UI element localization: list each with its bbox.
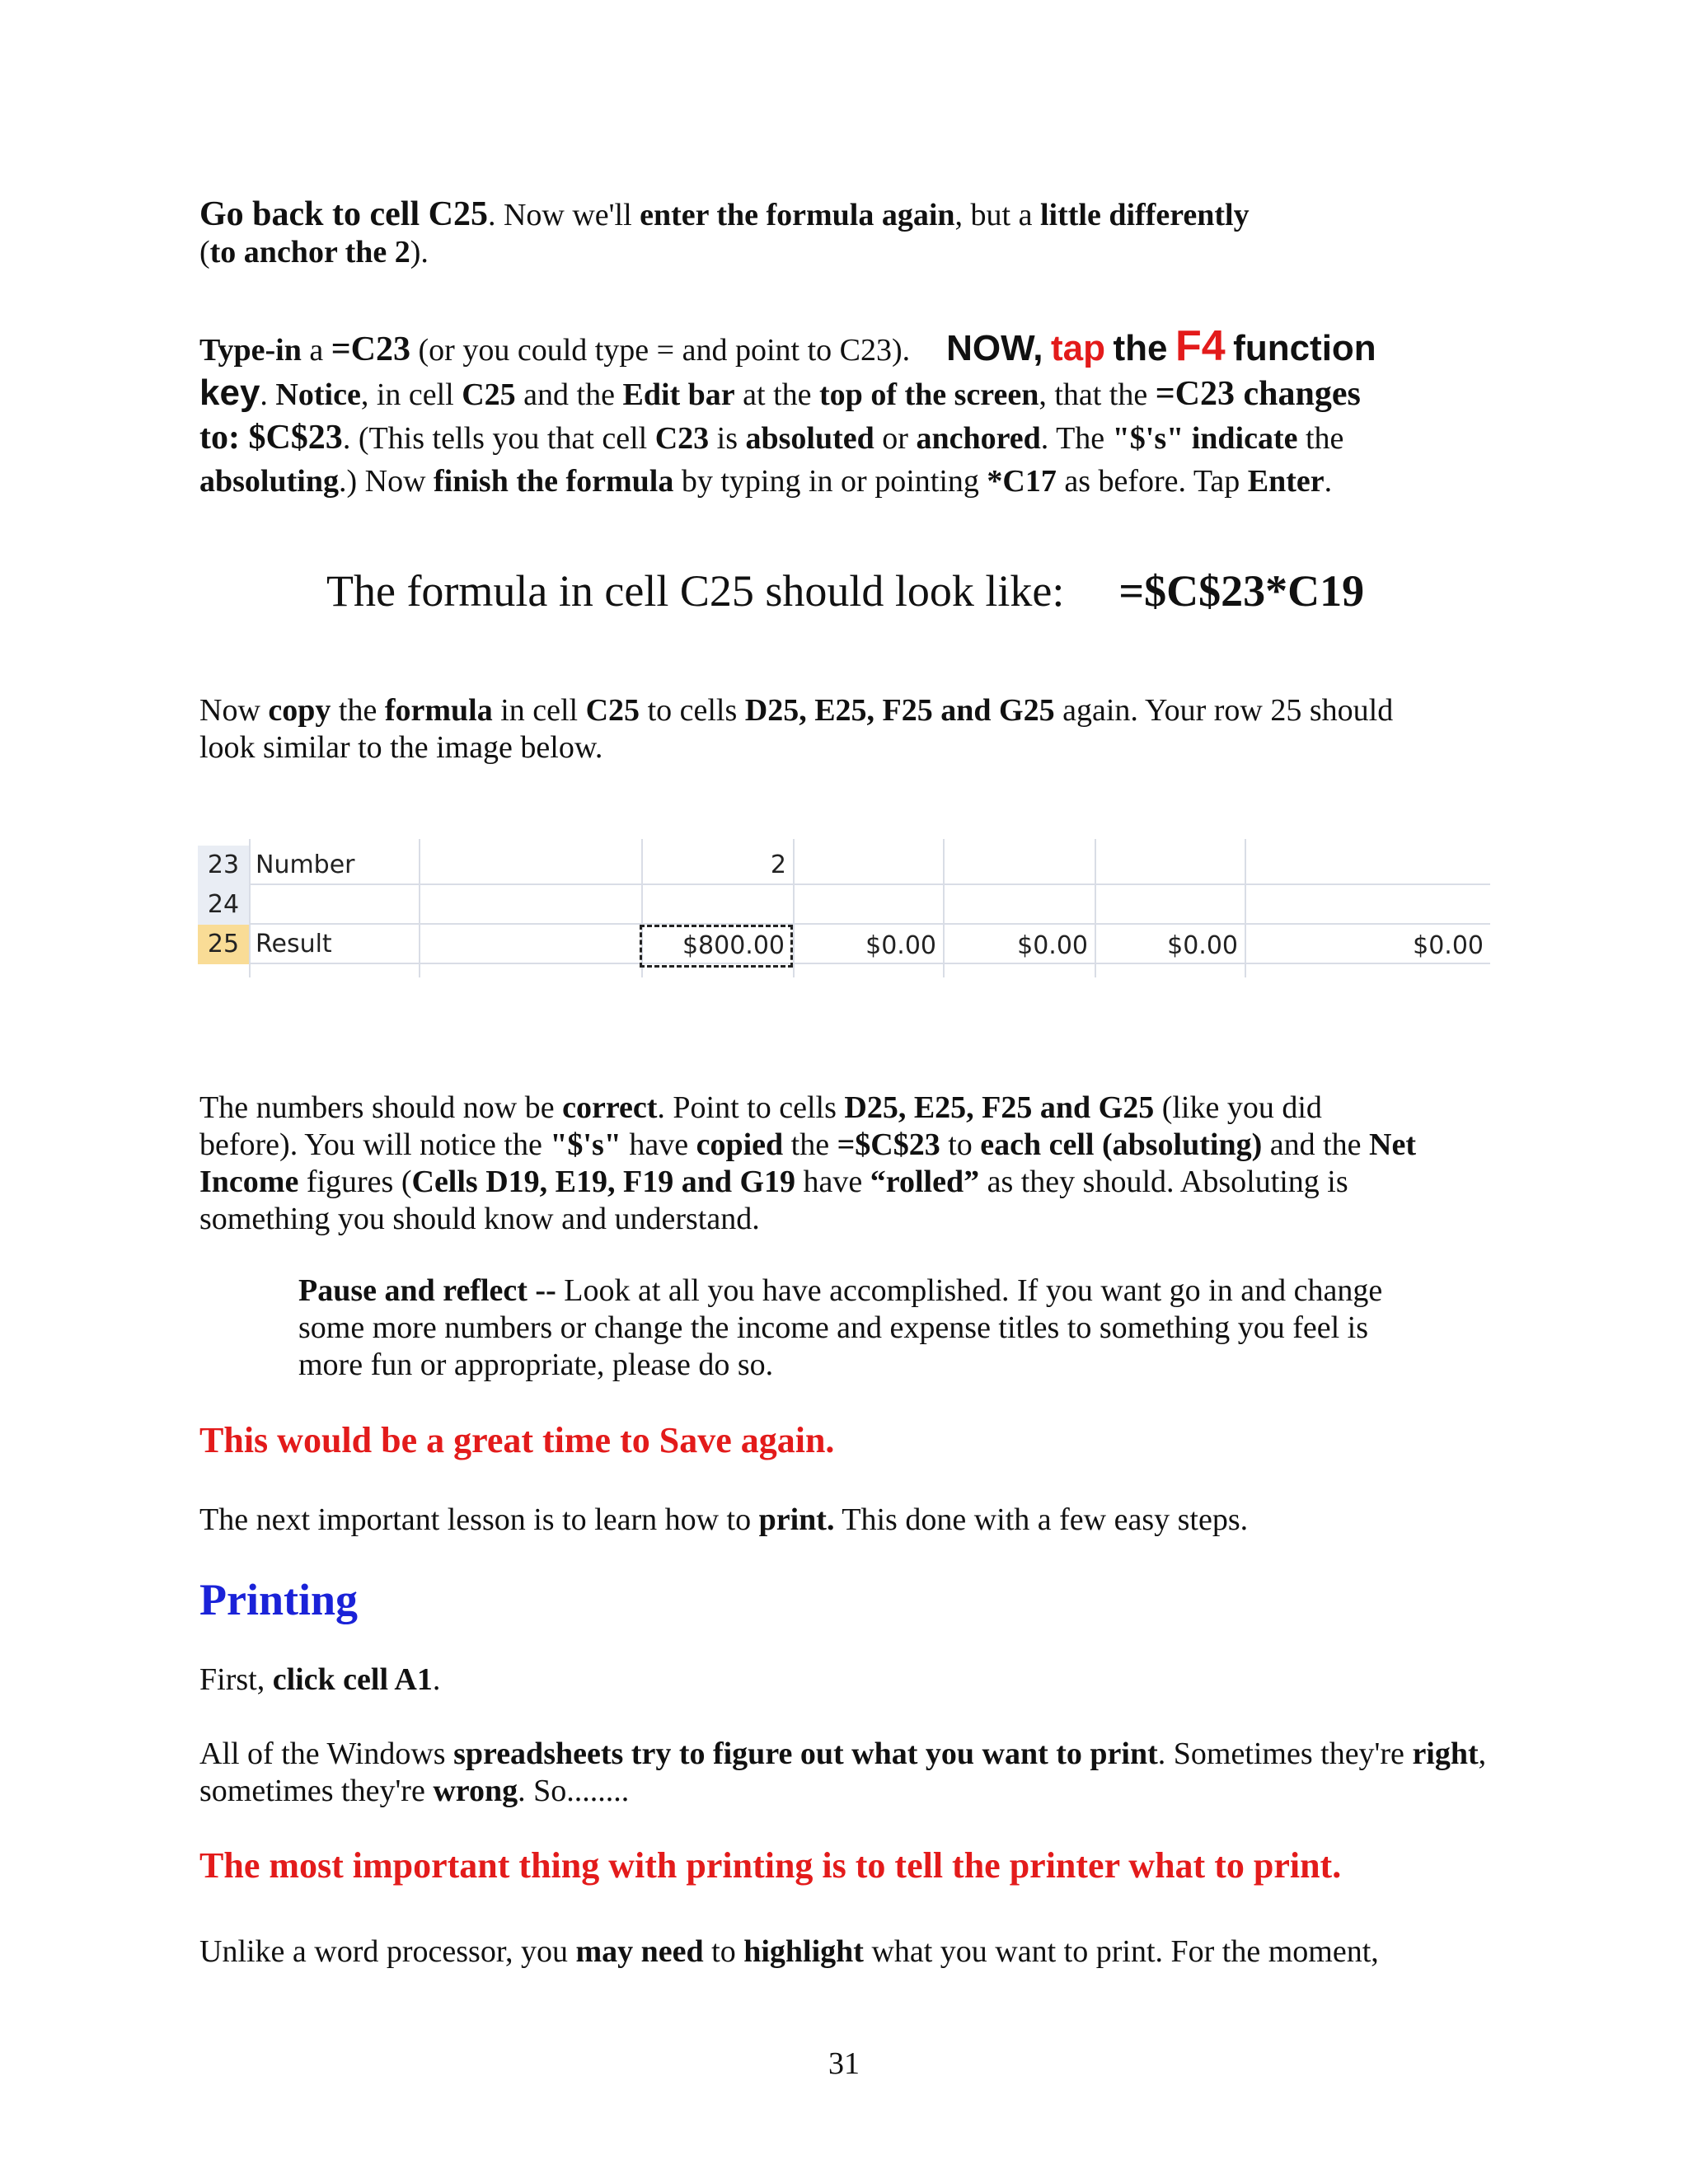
now-text: NOW,: [946, 328, 1043, 368]
text-span: figures (: [298, 1165, 412, 1199]
bold-span: "$'s" indicate: [1112, 421, 1298, 456]
text-span: the: [331, 693, 385, 728]
the-text: the: [1113, 328, 1168, 368]
text-span: is: [709, 421, 746, 456]
text-span: . Now we'll: [487, 198, 640, 232]
bold-span: right: [1412, 1736, 1479, 1771]
bold-span: may need: [575, 1934, 704, 1969]
text-span: . (This tells you that cell: [342, 421, 655, 456]
bold-span: little differently: [1039, 198, 1250, 232]
text-span: or: [874, 421, 917, 456]
text-span: All of the Windows: [199, 1736, 454, 1771]
bold-span: C23: [654, 421, 710, 456]
text-span: (or you could type = and point to C23).: [410, 333, 911, 368]
text-span: and the: [1262, 1127, 1370, 1162]
paragraph-numbers-correct: [199, 1090, 1568, 1238]
grid-line: [419, 839, 420, 977]
formula-value: =$C$23*C19: [1118, 566, 1365, 616]
pause-and-reflect: [298, 1272, 1502, 1384]
text-span: before). You will notice the: [199, 1127, 551, 1162]
text-span: Now: [199, 693, 269, 728]
key-text: key: [199, 373, 260, 413]
formula-label: The formula in cell C25 should look like:: [326, 566, 1065, 616]
row-header-24[interactable]: 24: [198, 885, 249, 925]
text-span: ,: [1478, 1736, 1487, 1771]
text-span: The numbers should now be: [199, 1090, 563, 1125]
text-span: a: [301, 333, 331, 368]
bold-span: copied: [696, 1127, 784, 1162]
cell-e25[interactable]: $0.00: [1017, 931, 1088, 960]
go-back-text: Go back to cell C25: [199, 195, 488, 233]
bold-span: highlight: [743, 1934, 864, 1969]
bold-span: wrong: [433, 1774, 518, 1808]
text-span: .: [1324, 464, 1333, 499]
text-line: look similar to the image below.: [199, 730, 603, 765]
bold-span: D25, E25, F25 and G25: [844, 1090, 1155, 1125]
text-line: some more numbers or change the income and expense titles to something you feel is: [298, 1310, 1368, 1345]
text-span: what you want to print. For the moment,: [863, 1934, 1379, 1969]
cell-f25[interactable]: $0.00: [1167, 931, 1238, 960]
bold-span: anchored: [916, 421, 1041, 456]
text-span: . Point to cells: [657, 1090, 845, 1125]
grid-line: [198, 883, 1490, 885]
text-span: ).: [410, 235, 429, 269]
paragraph-go-back: [199, 196, 1568, 271]
grid-line: [249, 839, 251, 977]
spreadsheet-snippet: [198, 839, 1490, 977]
text-span: as before. Tap: [1056, 464, 1248, 499]
text-span: to: [703, 1934, 744, 1969]
paragraph-unlike-word-processor: [199, 1933, 1568, 1971]
printing-heading: Printing: [199, 1575, 359, 1624]
cell-c25[interactable]: $800.00: [682, 931, 785, 960]
bold-span: print.: [758, 1502, 835, 1537]
text-span: in cell: [492, 693, 586, 728]
text-span: at the: [734, 377, 820, 412]
text-span: (: [199, 235, 210, 269]
text-span: .) Now: [338, 464, 434, 499]
text-span: . Sometimes they're: [1157, 1736, 1413, 1771]
bold-span: copy: [268, 693, 331, 728]
tap-text: tap: [1050, 328, 1105, 368]
formula-line: [326, 565, 1364, 616]
bold-span: Edit bar: [622, 377, 735, 412]
bold-span: top of the screen: [819, 377, 1039, 412]
page-number: 31: [828, 2046, 860, 2081]
bold-span: enter the formula again: [640, 198, 955, 232]
cell-c23[interactable]: 2: [770, 851, 786, 879]
bold-span: Enter: [1247, 464, 1325, 499]
text-span: , in cell: [360, 377, 462, 412]
text-span: and the: [515, 377, 623, 412]
bold-span: Pause and reflect --: [298, 1273, 556, 1308]
row-header-25[interactable]: 25: [198, 925, 249, 964]
text-span: .: [432, 1662, 441, 1697]
text-span: as they should. Absoluting is: [979, 1165, 1348, 1199]
text-span: sometimes they're: [199, 1774, 434, 1808]
text-span: by typing in or pointing: [673, 464, 987, 499]
text-span: The next important lesson is to learn how to: [199, 1502, 759, 1537]
bold-span: click cell A1: [272, 1662, 433, 1697]
text-span: have: [795, 1165, 870, 1199]
text-span: First,: [199, 1662, 273, 1697]
bold-span: =C23: [331, 330, 411, 368]
bold-span: =C23 changes: [1155, 375, 1361, 413]
cell-d25[interactable]: $0.00: [865, 931, 936, 960]
text-span: Look at all you have accomplished. If you want go in and change: [556, 1273, 1383, 1308]
bold-span: Type-in: [199, 333, 302, 368]
text-span: .: [260, 377, 276, 412]
bold-span: Notice: [275, 377, 361, 412]
f4-key-text: F4: [1175, 322, 1226, 370]
row-header-23[interactable]: 23: [198, 846, 249, 885]
bold-span: Net: [1369, 1127, 1417, 1162]
bold-span: Cells D19, E19, F19 and G19: [411, 1165, 796, 1199]
bold-span: Income: [199, 1165, 299, 1199]
important-note: The most important thing with printing is to tell the printer what to print.: [199, 1845, 1342, 1886]
text-span: , but a: [954, 198, 1040, 232]
bold-span: absoluting: [199, 464, 339, 499]
bold-span: to: $C$23: [199, 419, 343, 457]
text-line: more fun or appropriate, please do so.: [298, 1347, 774, 1382]
bold-span: “rolled”: [870, 1165, 980, 1199]
text-span: again. Your row 25 should: [1054, 693, 1394, 728]
function-text: function: [1233, 328, 1376, 368]
text-span: (like you did: [1154, 1090, 1322, 1125]
text-span: have: [621, 1127, 696, 1162]
text-span: to cells: [640, 693, 745, 728]
bold-span: *C17: [987, 464, 1057, 499]
bold-span: spreadsheets try to figure out what you want to print: [453, 1736, 1158, 1771]
text-span: the: [783, 1127, 837, 1162]
bold-span: finish the formula: [434, 464, 674, 499]
text-span: This done with a few easy steps.: [834, 1502, 1249, 1537]
text-line: something you should know and understand.: [199, 1202, 760, 1236]
text-span: to: [940, 1127, 981, 1162]
paragraph-copy: [199, 692, 1568, 766]
bold-span: formula: [384, 693, 493, 728]
paragraph-next-lesson: [199, 1502, 1568, 1539]
bold-span: C25: [462, 377, 516, 412]
bold-span: absoluted: [745, 421, 874, 456]
grid-line: [198, 923, 1490, 925]
cell-label[interactable]: Number: [256, 851, 355, 879]
bold-span: to anchor the 2: [209, 235, 410, 269]
text-span: the: [1297, 421, 1344, 456]
text-span: . The: [1040, 421, 1113, 456]
bold-span: "$'s": [550, 1127, 621, 1162]
bold-span: =$C$23: [837, 1127, 940, 1162]
save-note: This would be a great time to Save again.: [199, 1420, 835, 1460]
cell-label[interactable]: Result: [256, 930, 332, 958]
paragraph-click-a1: [199, 1661, 1568, 1699]
text-span: . So........: [518, 1774, 630, 1808]
text-span: Unlike a word processor, you: [199, 1934, 576, 1969]
paragraph-windows-spreadsheets: [199, 1736, 1568, 1810]
cell-g25[interactable]: $0.00: [1413, 931, 1484, 960]
bold-span: D25, E25, F25 and G25: [744, 693, 1055, 728]
paragraph-type-in: [199, 322, 1568, 503]
text-span: , that the: [1039, 377, 1156, 412]
bold-span: correct: [562, 1090, 658, 1125]
bold-span: C25: [585, 693, 640, 728]
bold-span: each cell (absoluting): [980, 1127, 1263, 1162]
